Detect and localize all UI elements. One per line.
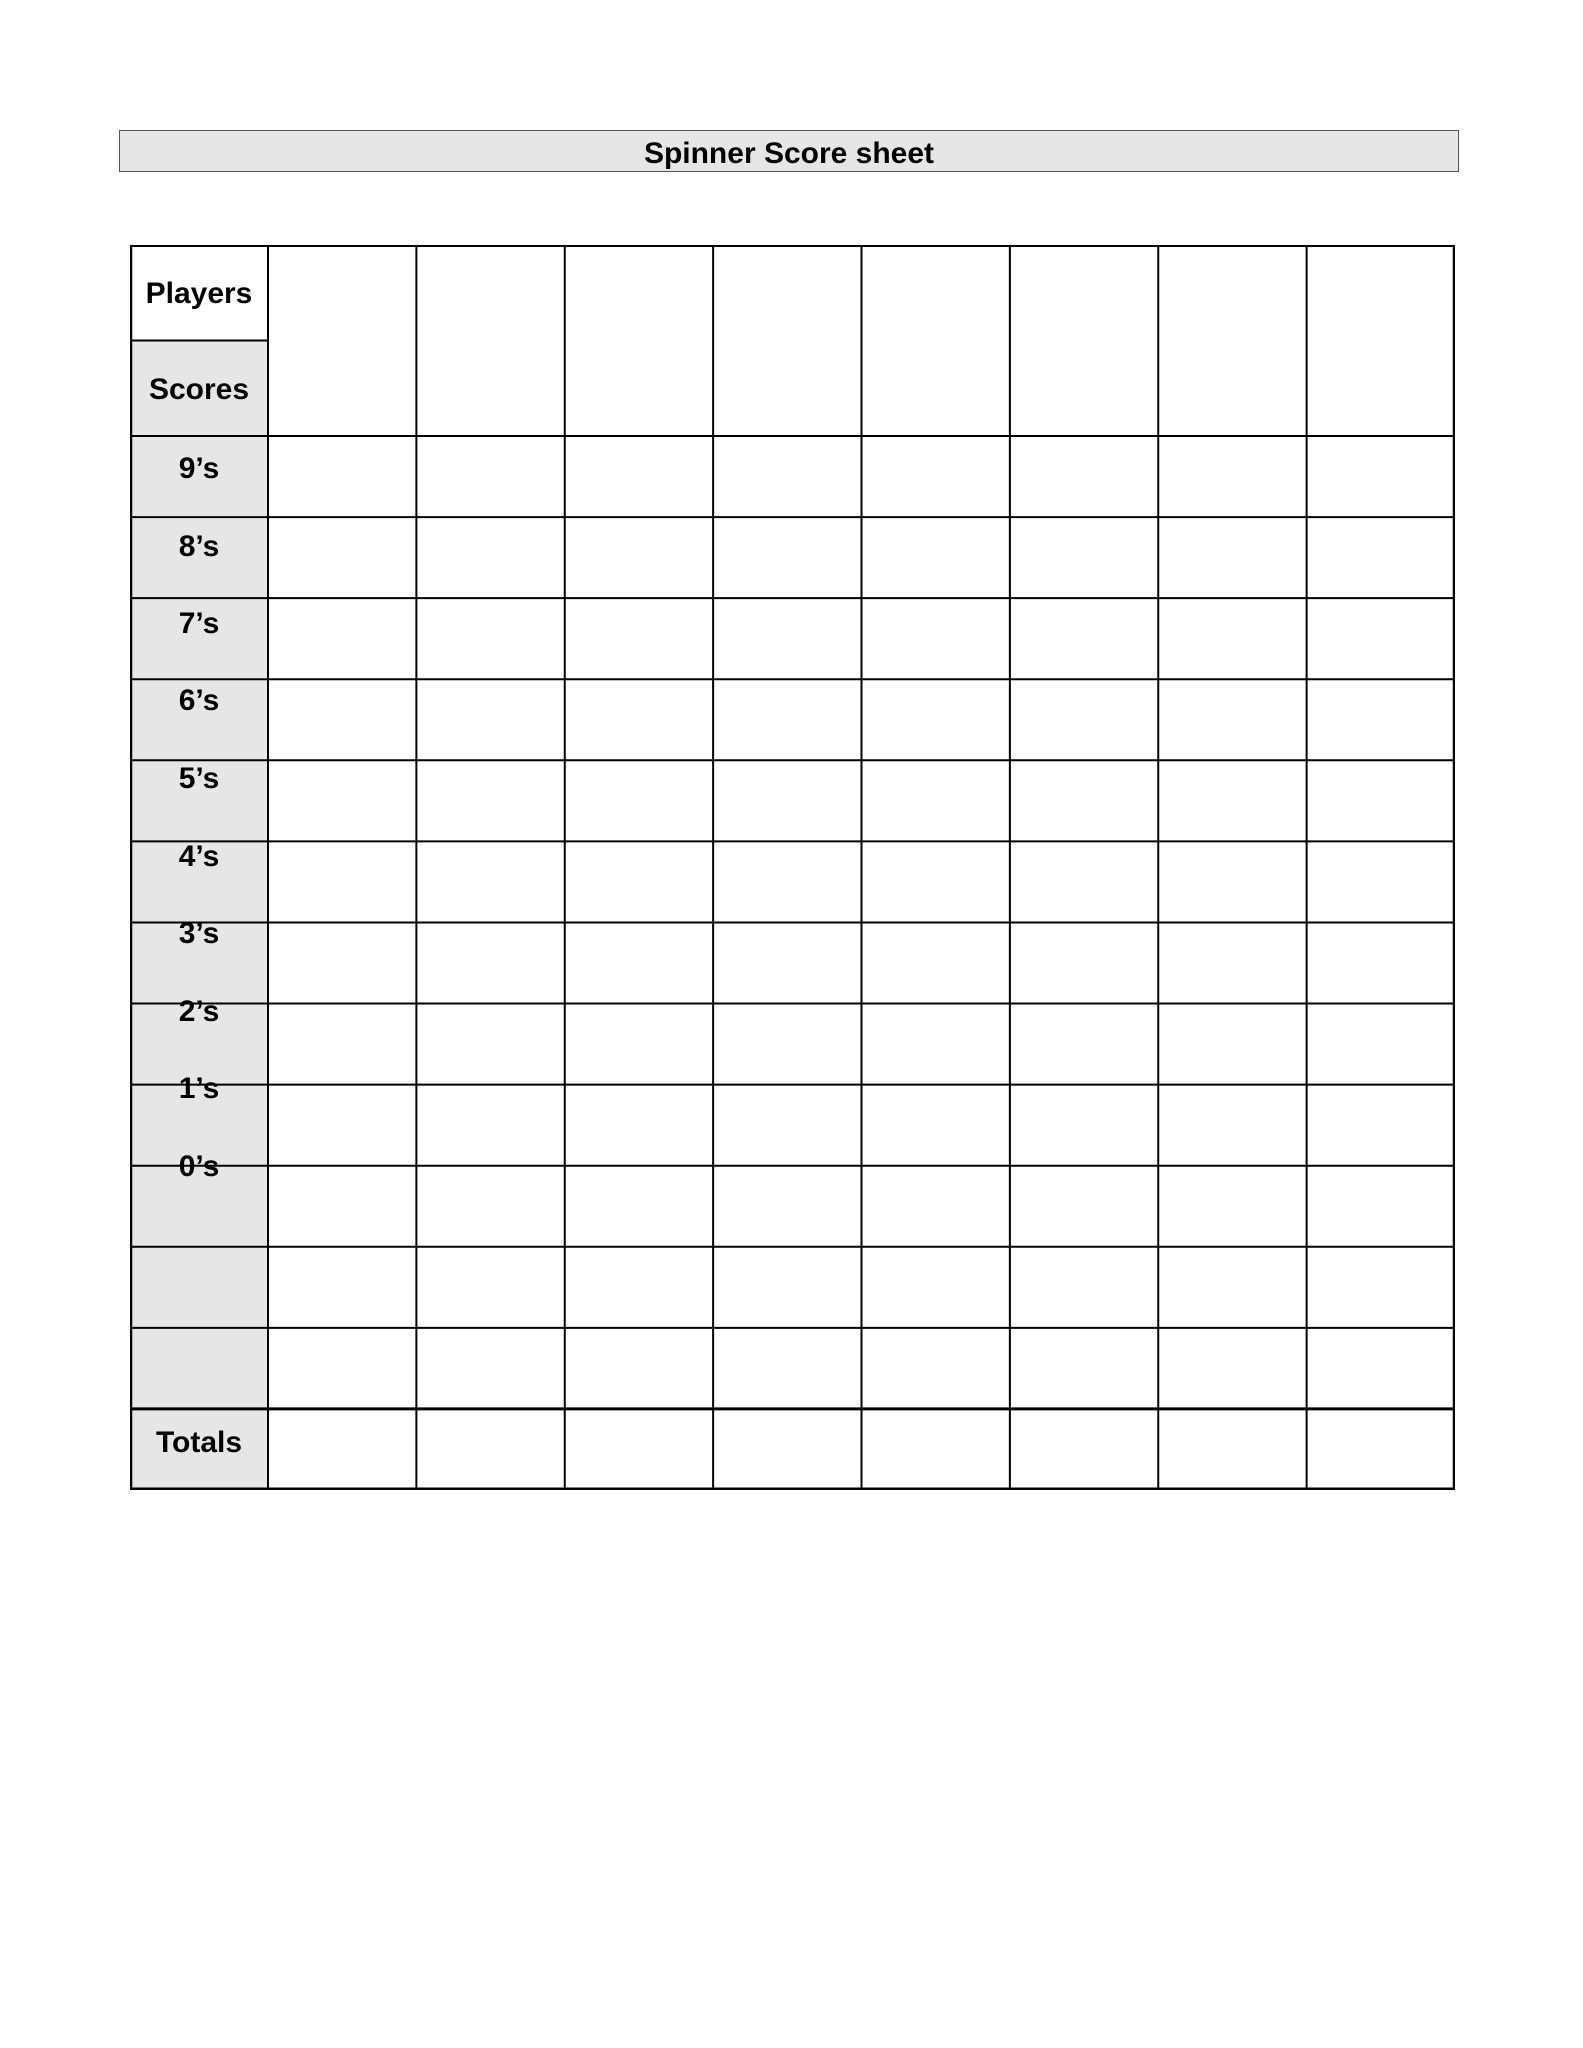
player-name-cell[interactable] <box>565 245 713 436</box>
score-cell[interactable] <box>565 679 713 760</box>
score-cell[interactable] <box>268 598 416 679</box>
score-cell[interactable] <box>416 679 564 760</box>
total-cell[interactable] <box>565 1409 713 1490</box>
score-cell[interactable] <box>1010 517 1158 598</box>
score-cell[interactable] <box>862 598 1010 679</box>
player-name-cell[interactable] <box>416 245 564 436</box>
score-cell[interactable] <box>1307 760 1455 841</box>
totals-label: Totals <box>155 1426 243 1459</box>
score-cell[interactable] <box>1158 1247 1306 1328</box>
score-cell[interactable] <box>565 1085 713 1166</box>
score-cell[interactable] <box>1158 760 1306 841</box>
score-cell[interactable] <box>862 679 1010 760</box>
player-name-cell[interactable] <box>268 245 416 436</box>
score-cell[interactable] <box>268 679 416 760</box>
score-cell[interactable] <box>1010 436 1158 517</box>
label-column <box>130 245 268 1490</box>
score-cell[interactable] <box>862 517 1010 598</box>
score-cell[interactable] <box>565 1166 713 1247</box>
score-cell[interactable] <box>1158 436 1306 517</box>
total-cell[interactable] <box>1307 1409 1455 1490</box>
score-cell[interactable] <box>1158 1328 1306 1409</box>
score-cell[interactable] <box>1307 1166 1455 1247</box>
title-bar <box>119 130 1459 172</box>
score-cell[interactable] <box>1010 922 1158 1003</box>
score-cell[interactable] <box>416 1004 564 1085</box>
total-cell[interactable] <box>1158 1409 1306 1490</box>
score-cell[interactable] <box>1307 1085 1455 1166</box>
score-cell[interactable] <box>1010 1166 1158 1247</box>
score-cell[interactable] <box>1010 841 1158 922</box>
row-label-0: 0’s <box>178 1150 220 1183</box>
score-cell[interactable] <box>713 679 861 760</box>
score-cell[interactable] <box>1307 841 1455 922</box>
score-cell[interactable] <box>862 760 1010 841</box>
row-label-3: 3’s <box>178 917 220 950</box>
score-cell[interactable] <box>1158 841 1306 922</box>
score-cell[interactable] <box>713 1328 861 1409</box>
score-grid <box>130 245 1455 1490</box>
players-label: Players <box>145 277 253 310</box>
score-cell[interactable] <box>1307 1328 1455 1409</box>
score-cell[interactable] <box>1010 1328 1158 1409</box>
row-label-1: 1’s <box>178 1072 220 1105</box>
score-cell[interactable] <box>713 517 861 598</box>
score-cell[interactable] <box>416 1328 564 1409</box>
score-cell[interactable] <box>713 598 861 679</box>
score-cell[interactable] <box>862 1085 1010 1166</box>
score-cell[interactable] <box>268 841 416 922</box>
score-cell[interactable] <box>268 760 416 841</box>
score-cell[interactable] <box>1307 922 1455 1003</box>
row-label-8: 8’s <box>178 530 220 563</box>
score-cell[interactable] <box>1307 1004 1455 1085</box>
row-label-6: 6’s <box>178 684 220 717</box>
score-cell[interactable] <box>416 1166 564 1247</box>
score-cell[interactable] <box>1158 1085 1306 1166</box>
score-cell[interactable] <box>1010 1247 1158 1328</box>
score-cell[interactable] <box>1158 1166 1306 1247</box>
row-label-2: 2’s <box>178 995 220 1028</box>
score-cell[interactable] <box>713 1247 861 1328</box>
score-cell[interactable] <box>713 841 861 922</box>
score-cell[interactable] <box>862 1004 1010 1085</box>
total-cell[interactable] <box>268 1409 416 1490</box>
total-cell[interactable] <box>862 1409 1010 1490</box>
score-cell[interactable] <box>268 922 416 1003</box>
player-name-cell[interactable] <box>1158 245 1306 436</box>
score-cell[interactable] <box>1158 922 1306 1003</box>
score-cell[interactable] <box>862 436 1010 517</box>
score-cell[interactable] <box>1010 598 1158 679</box>
score-cell[interactable] <box>268 1166 416 1247</box>
score-cell[interactable] <box>1307 517 1455 598</box>
total-cell[interactable] <box>416 1409 564 1490</box>
score-cell[interactable] <box>713 922 861 1003</box>
score-cell[interactable] <box>416 841 564 922</box>
total-cell[interactable] <box>1010 1409 1158 1490</box>
row-label-9: 9’s <box>178 452 220 485</box>
score-cell[interactable] <box>862 841 1010 922</box>
score-cell[interactable] <box>1010 1085 1158 1166</box>
score-cell[interactable] <box>1307 598 1455 679</box>
row-label-7: 7’s <box>178 607 220 640</box>
sheet-title: Spinner Score sheet <box>643 137 935 170</box>
player-name-cell[interactable] <box>862 245 1010 436</box>
score-cell[interactable] <box>268 1085 416 1166</box>
score-cell[interactable] <box>862 1328 1010 1409</box>
score-cell[interactable] <box>565 436 713 517</box>
score-cell[interactable] <box>565 841 713 922</box>
score-cell[interactable] <box>1010 1004 1158 1085</box>
score-cell[interactable] <box>1158 517 1306 598</box>
score-cell[interactable] <box>565 1004 713 1085</box>
score-cell[interactable] <box>268 1247 416 1328</box>
score-cell[interactable] <box>1010 760 1158 841</box>
score-cell[interactable] <box>862 1247 1010 1328</box>
score-cell[interactable] <box>713 760 861 841</box>
score-cell[interactable] <box>416 436 564 517</box>
score-cell[interactable] <box>565 598 713 679</box>
score-cell[interactable] <box>268 517 416 598</box>
score-cell[interactable] <box>565 517 713 598</box>
score-cell[interactable] <box>565 1328 713 1409</box>
score-cell[interactable] <box>565 1247 713 1328</box>
score-cell[interactable] <box>713 1085 861 1166</box>
score-cell[interactable] <box>1307 1247 1455 1328</box>
score-cell[interactable] <box>268 436 416 517</box>
row-label-4: 4’s <box>178 840 220 873</box>
scores-label: Scores <box>148 373 250 406</box>
score-cell[interactable] <box>713 1004 861 1085</box>
score-cell[interactable] <box>416 598 564 679</box>
player-name-cell[interactable] <box>713 245 861 436</box>
score-cell[interactable] <box>565 922 713 1003</box>
score-cell[interactable] <box>862 1166 1010 1247</box>
score-cell[interactable] <box>416 1247 564 1328</box>
score-cell[interactable] <box>416 517 564 598</box>
score-cell[interactable] <box>1307 436 1455 517</box>
score-cell[interactable] <box>1158 1004 1306 1085</box>
score-cell[interactable] <box>416 922 564 1003</box>
score-cell[interactable] <box>1010 679 1158 760</box>
score-cell[interactable] <box>1158 598 1306 679</box>
score-cell[interactable] <box>268 1004 416 1085</box>
total-cell[interactable] <box>713 1409 861 1490</box>
score-cell[interactable] <box>565 760 713 841</box>
score-cell[interactable] <box>268 1328 416 1409</box>
score-cell[interactable] <box>1158 679 1306 760</box>
score-cell[interactable] <box>1307 679 1455 760</box>
score-cell[interactable] <box>713 436 861 517</box>
score-cell[interactable] <box>713 1166 861 1247</box>
score-cell[interactable] <box>862 922 1010 1003</box>
player-name-cell[interactable] <box>1010 245 1158 436</box>
score-cell[interactable] <box>416 1085 564 1166</box>
score-cell[interactable] <box>416 760 564 841</box>
player-name-cell[interactable] <box>1307 245 1455 436</box>
row-label-5: 5’s <box>178 762 220 795</box>
